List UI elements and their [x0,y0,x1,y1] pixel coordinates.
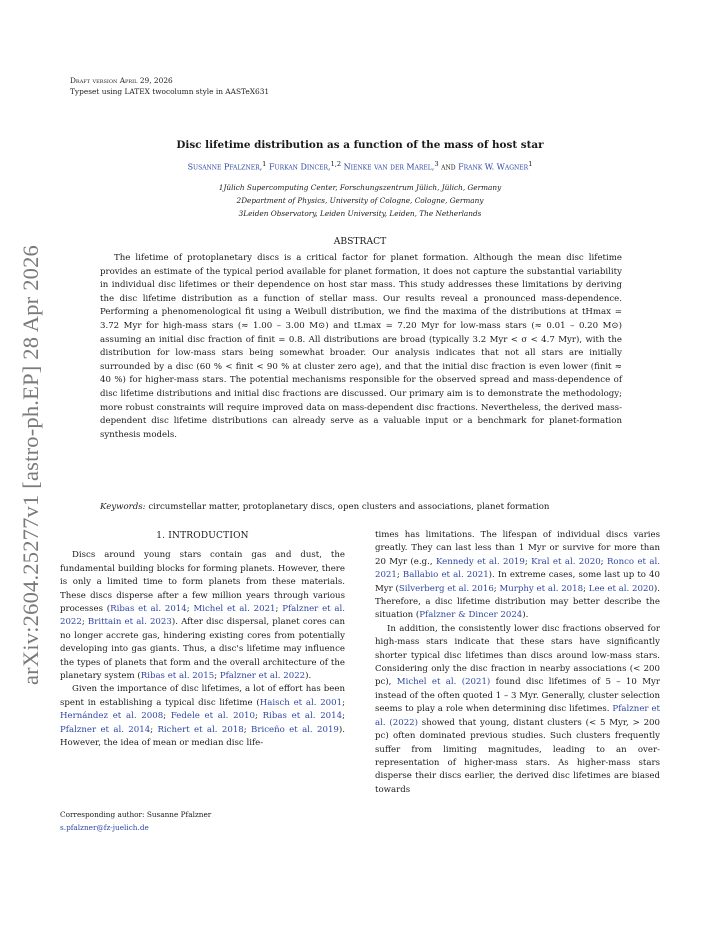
body-text: ; [342,697,345,708]
citation-link[interactable]: Pfalzner et al. 2022 [60,604,345,628]
affiliation-2: 2Department of Physics, University of Cologne, Cologne, Germany [236,196,484,206]
citation-link[interactable]: Pfalzner et al. 2014 [60,724,151,735]
citation-link[interactable]: Fedele et al. 2010 [170,711,255,722]
body-text: ; [81,617,88,628]
body-text: times has limitations. The lifespan of individual discs varies greatly. They can last less than 1 Myr or survive for more than 20 Myr (e.g., [375,530,660,567]
citation-link[interactable]: Richert et al. 2018 [157,724,244,735]
body-text: ). In extreme cases, some last up to 40 Myr ( [375,570,660,594]
intro-paragraph-1 [60,549,345,683]
keywords-label: Keywords: [100,502,146,512]
body-text: showed that young, distant clusters (< 5 Myr, > 200 pc) often dominated previous studies. Such clusters frequently suffer from limiting magnitudes, leading to an over-representation of higher-mass stars. As higher-mass stars disperse their discs earlier, the derived disc lifetimes are biased towards [375,717,660,795]
citation-link[interactable]: Ribas et al. 2014 [110,604,187,615]
citation-link[interactable]: Haisch et al. 2001 [259,697,343,708]
affiliations [60,181,660,221]
body-text: found disc lifetimes of 5 – 10 Myr instead of the often quoted 1 – 3 Myr. Generally, cluster selection seems to play a role when determining disc lifetimes. [375,677,660,715]
affiliation-1: 1Jülich Supercomputing Center, Forschungszentrum Jülich, Jülich, Germany [218,183,502,192]
author-1[interactable]: Susanne Pfalzner, [187,162,263,172]
author-2[interactable]: Furkan Dincer, [268,162,331,172]
citation-link[interactable]: Ribas et al. 2014 [262,711,343,722]
body-text: ; [275,604,283,615]
citation-link[interactable]: Murphy et al. 2018 [499,583,584,594]
body-text: ). [522,610,529,621]
body-text: ; [583,583,589,594]
section-heading-introduction: 1. INTRODUCTION [156,531,249,541]
body-text: Discs around young stars contain gas and dust, the fundamental building blocks for forming planets. However, there is only a limited time to form planets from these materials. These discs disperse after a few million years through various processes ( [60,550,345,615]
left-column [60,530,345,751]
right-column [375,529,660,797]
body-text: ). Therefore, a disc lifetime distribution may better describe the situation ( [375,583,660,621]
body-text: Given the importance of disc lifetimes, a lot of effort has been spent in establishing a typical disc lifetime ( [60,684,345,708]
body-text: ; [150,724,158,735]
body-text: ; [342,711,345,722]
citation-link[interactable]: Ribas et al. 2015 [140,671,215,682]
affiliation-3: 3Leiden Observatory, Leiden University, Leiden, The Netherlands [238,209,482,219]
author-1-affil: 1 [262,160,267,168]
arxiv-identifier: arXiv:2604.25277v1 [astro-ph.EP] 28 Apr 2026 [18,244,43,685]
abstract-text: The lifetime of protoplanetary discs is a critical factor for planet formation. Although the mean disc lifetime provides an estimate of the typical period available for planet formation, it does not capture the substantial variability in individual disc lifetimes or their dependence on host star mass. This study addresses these limitations by deriving the disc lifetime distribution as a function of stellar mass. Our results reveal a pronounced mass-dependence. Performing a phenomenological fit using a Weibull distribution, we find the maxima of the distributions at tHmax = 3.72 Myr for high-mass stars (≈ 1.00 – 3.00 M⊙) and tLmax = 7.20 Myr for low-mass stars (≈ 0.01 – 0.20 M⊙) assuming an initial disc fraction of finit = 0.8. All distributions are broad (typically 3.2 Myr < σ < 4.7 Myr), with the distribution for low-mass stars being somewhat broader. Our analysis indicates that not all stars are initially surrounded by a disc (60 % < finit < 90 % at cluster zero age), and that the initial disc fraction is even lower (finit ≈ 40 %) for higher-mass stars. The potential mechanisms responsible for the observed spread and mass-dependence of disc lifetime distributions and initial disc fractions are discussed. Our primary aim is to demonstrate the methodology; more robust constraints will require improved data on mass-dependent disc fractions. Nevertheless, the derived mass-dependent disc lifetime distributions can already serve as a valuable input or a benchmark for planet-formation synthesis models. [100,253,622,440]
citation-link[interactable]: Ballabio et al. 2021 [402,570,489,581]
body-text: ; [163,711,171,722]
abstract-heading: ABSTRACT [333,236,387,247]
citation-link[interactable]: Michel et al. 2021 [193,604,276,615]
body-text: ; [243,724,252,735]
body-text: ; [600,556,607,567]
author-4-affil: 1 [528,160,533,168]
corresponding-author [60,808,211,835]
body-text: ). [305,671,312,682]
keywords [100,502,622,512]
typeset-line: Typeset using LATEX twocolumn style in AASTeX631 [70,86,270,96]
corresponding-label: Corresponding author: Susanne Pfalzner [60,810,212,819]
citation-link[interactable]: Pfalzner & Dincer 2024 [419,610,523,621]
citation-link[interactable]: Lee et al. 2020 [588,583,654,594]
citation-link[interactable]: Kennedy et al. 2019 [435,556,525,567]
body-text: In addition, the consistently lower disc fractions observed for high-mass stars indicate that these stars have significantly shorter typical disc lifetimes than discs around low-mass stars. Considering only the disc fraction in nearby associations (< 200 pc), [375,623,660,688]
paper-title: Disc lifetime distribution as a function of the mass of host star [176,139,544,151]
citation-link[interactable]: Hernández et al. 2008 [60,711,164,722]
preprint-header [70,76,269,97]
citation-link[interactable]: Briceño et al. 2019 [251,724,339,735]
citation-link[interactable]: Pfalzner et al. (2022) [375,704,660,728]
citation-link[interactable]: Pfalzner et al. 2022 [219,671,306,682]
author-2-affil: 1,2 [330,160,342,168]
author-4[interactable]: Frank W. Wagner [458,162,529,172]
author-3[interactable]: Nienke van der Marel, [343,162,435,172]
body-text: ). However, the idea of mean or median disc life- [60,724,345,749]
author-list [60,160,660,172]
body-text: ; [396,570,403,581]
intro-paragraph-2 [60,683,345,750]
abstract-body [100,252,622,442]
keywords-text: circumstellar matter, protoplanetary discs, open clusters and associations, planet formation [148,502,550,512]
body-text: ; [214,671,220,682]
citation-link[interactable]: Michel et al. (2021) [396,677,491,688]
intro-paragraph-3 [375,529,660,623]
draft-line: Draft version April 29, 2026 [70,76,173,85]
corresponding-email[interactable]: s.pfalzner@fz-juelich.de [60,823,149,833]
body-text: ; [524,556,532,567]
citation-link[interactable]: Silverberg et al. 2016 [398,583,494,594]
body-text: ; [255,711,263,722]
body-text: ). After disc dispersal, planet cores can no longer accrete gas, hindering existing cores from potentially developing into gas giants. Thus, a disc's lifetime may influence the types of planets that form and the overall architecture of the planetary system ( [60,617,345,682]
body-text: ; [186,604,194,615]
citation-link[interactable]: Kral et al. 2020 [531,556,601,567]
author-3-affil: 3 [434,160,439,168]
citation-link[interactable]: Brittain et al. 2023 [87,617,172,628]
intro-paragraph-4 [375,623,660,797]
citation-link[interactable]: Ronco et al. 2021 [375,556,660,581]
body-text: ; [493,583,500,594]
author-conjunction: and [441,162,456,172]
